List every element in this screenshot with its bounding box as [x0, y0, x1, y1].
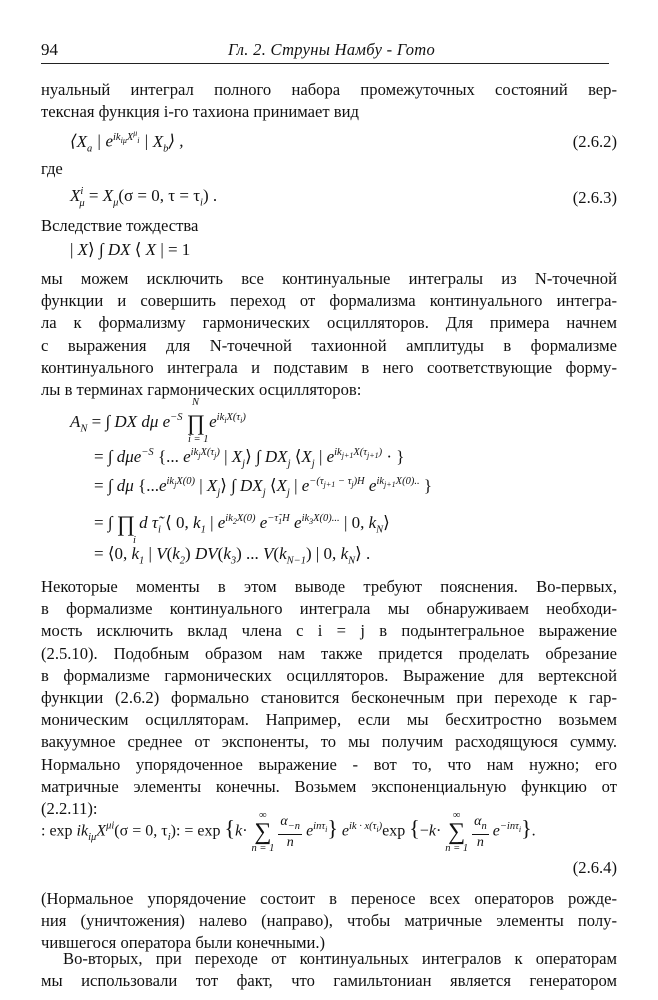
- text-line: вакуумное среднее от экспоненты, то мы получим расходящуюся сумму.: [41, 732, 617, 752]
- text-line: мость исключить вклад члена с i = j в подынтегральное выражение: [41, 621, 617, 641]
- text-line: ла к формализму гармонических осцилляторов. Для примера начнем: [41, 313, 617, 333]
- text-line: с выражения для N-точечной тахионной амплитуды в формализме: [41, 335, 617, 355]
- where-label: где: [41, 159, 63, 178]
- text-line: функции и совершить переход от формализма континуального интегра-: [41, 291, 617, 311]
- text-line: функции (2.6.2) формально становится бесконечным при переходе к гар-: [41, 687, 617, 707]
- page-header: [0, 0, 658, 64]
- text-line: Нормально упорядоченное выражение - вот то, что нам нужно; его: [41, 754, 617, 774]
- running-head: Гл. 2. Струны Намбу - Гото: [228, 40, 436, 59]
- equation-number: (2.6.2): [572, 132, 617, 151]
- text-line: в формализме гармонических осцилляторов. Выражение для вертексной: [41, 665, 617, 685]
- text-line: континуального интеграла и подставим в него соответствующие форму-: [41, 357, 617, 377]
- product-lower-limit: i = 1: [188, 434, 209, 445]
- derivation-line-4: = ∫ ∏ d $\taũ_i$ ⟨ 0, $k_1$ | $e^{ik_2X(0)}$ $e^{-\taũ_1H}$ $e^{ik_3X(0)...}$ | 0, $k_N⟩$: [94, 511, 390, 536]
- identity-label: Вследствие тождества: [41, 216, 199, 235]
- text-line: чившегося оператора были конечными.): [41, 933, 326, 953]
- derivation-line-3: = ∫ dμ {$...e^{ik_jX(0)}$ | $X_j⟩$ ∫ $DX_j$ $⟨X_j$ | $e^{-(\tau_{j+1} - \tau_j)H}$ $e^{ik_{j+1}X(0)..}$ }: [94, 476, 432, 499]
- text-line: (Нормальное упорядочение состоит в переносе всех операторов рожде-: [41, 889, 617, 908]
- page-number: 94: [41, 40, 58, 59]
- text-line: (2.2.11):: [41, 798, 98, 818]
- paragraph-second-point: [41, 948, 617, 992]
- text-line: мы можем исключить все континуальные интегралы из N-точечной: [41, 269, 617, 288]
- text-line: в формализме континуального интеграла мы обнаруживаем необходи-: [41, 599, 617, 619]
- paragraph-remarks: [41, 576, 617, 820]
- product-lower-index: i: [133, 535, 136, 546]
- equation-number: (2.6.4): [572, 858, 617, 877]
- text-line: лы в терминах гармонических осцилляторов:: [41, 379, 362, 399]
- paragraph-transition: [41, 268, 617, 401]
- text-line: мы использовали тот факт, что гамильтониан является генератором: [41, 971, 617, 991]
- text-line: нуальный интеграл полного набора промежуточных состояний вер-: [41, 80, 617, 99]
- text-line: Некоторые моменты в этом выводе требуют пояснения. Во-первых,: [41, 577, 617, 596]
- derivation-line-5: = ⟨0, $k_1$ | $V(k_2)$ $DV(k_3)$ ... $V(k_{N-1})$ | 0, $k_N⟩$ .: [94, 544, 371, 567]
- text-line: моническим осцилляторам. Например, если мы бесхитростно возьмем: [41, 710, 617, 730]
- text-line: (2.5.10). Подобным образом нам также придется проделать обрезание: [41, 643, 617, 663]
- derivation-line-2: = ∫ dμe$^{-S}$ {... $e^{ik_jX(\tau_j)}$ | $X_j⟩$ ∫ $DX_j$ $⟨X_j$ | $e^{ik_{j+1}X(\tau_{j+1})}$ · }: [94, 447, 405, 470]
- text-line: ния (уничтожения) налево (направо), чтобы матричные элементы полу-: [41, 911, 617, 931]
- paragraph-intro: [41, 79, 617, 123]
- equation-2-6-4: : $\exp ik_{i\mu}X^{\mu i}(\sigma = 0$, $\tau_i$): = exp {k· ∞ ∑ n = 1 $\frac{\alpha_{-n}}{n}$ $e^{in\tau_i}$} $e^{ik \cdot x(\tau_i)}\exp$ {−k· ∞ ∑ n = 1 $\frac{\alpha_n}{n}$ $e^{-in\tau_i}$}.: [41, 810, 536, 854]
- equation-number: (2.6.3): [572, 188, 617, 207]
- text-line: матричные элементы конечны. Возьмем экспоненциальную функцию от: [41, 776, 617, 796]
- product-upper-limit: N: [192, 397, 200, 408]
- header-rule: [41, 63, 609, 64]
- identity-formula: | X⟩ ∫ DX ⟨ X | = 1: [70, 240, 191, 259]
- equation-2-6-3: $X^i_\mu = X_\mu(\sigma = 0$, $\tau = \tau_i$) .: [70, 186, 218, 209]
- text-line: тексная функция i-го тахиона принимает вид: [41, 102, 359, 122]
- paragraph-normal-ordering-note: [41, 888, 617, 955]
- derivation-line-1: $A_N$ = ∫ DX dμ $e^{-S}$ ∏ $e^{ik_iX(\tau_i)}$: [70, 410, 246, 435]
- text-line: Во-вторых, при переходе от континуальных интегралов к операторам: [63, 949, 617, 968]
- equation-2-6-2: $⟨X_a$ | $e^{ik_{i\mu}X^\mu_i}$ | $X_b⟩$ ,: [70, 128, 184, 154]
